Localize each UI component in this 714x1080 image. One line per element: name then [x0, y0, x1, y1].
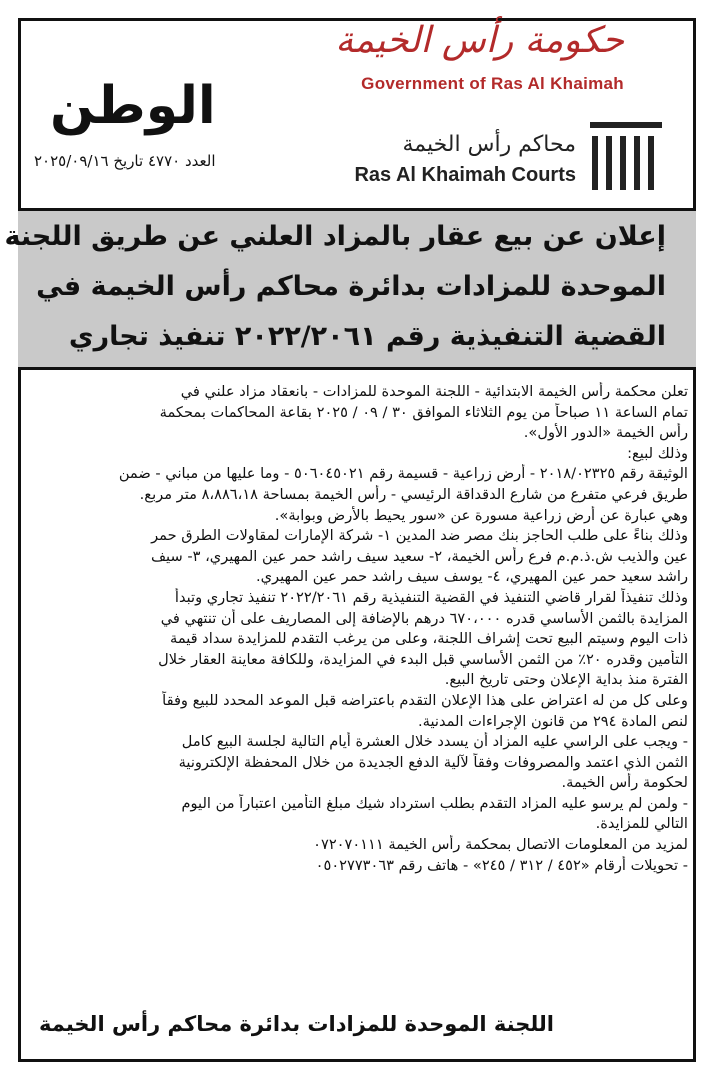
body-line: وذلك بناءً على طلب الحاجز بنك مصر ضد المدين ١- شركة الإمارات لمقاولات الطرق حمر — [151, 527, 688, 545]
notice-body — [24, 382, 688, 876]
newspaper-name: الوطن — [50, 76, 216, 136]
body-line: الثمن الذي اعتمد والمصروفات وفقاً لآلية الدفع الجديدة من خلال المحفظة الإلكترونية — [178, 753, 688, 771]
body-line: ذات اليوم وسيتم البيع تحت إشراف اللجنة، وعلى من يرغب التقدم للمزايدة سداد قيمة — [170, 630, 688, 648]
body-line: تعلن محكمة رأس الخيمة الابتدائية - اللجنة الموحدة للمزادات - بانعقاد مزاد علني في — [180, 383, 688, 400]
body-line: المزايدة بالثمن الأساسي قدره ٦٧٠،٠٠٠ درهم بالإضافة إلى المصاريف على أن تنتهي في — [160, 609, 688, 627]
body-line: لنص المادة ٢٩٤ من قانون الإجراءات المدنية. — [418, 712, 688, 730]
body-line: لحكومة رأس الخيمة. — [561, 774, 688, 792]
body-line: عين والذيب ش.ذ.م.م فرع رأس الخيمة، ٢- سعيد سيف راشد حمر عين المهيري، ٣- سيف — [150, 547, 688, 565]
title-band — [4, 208, 696, 370]
body-line: راشد سعيد حمر عين المهيري، ٤- يوسف سيف راشد حمر عين المهيري. — [255, 568, 688, 586]
courts-name-english: Ras Al Khaimah Courts — [354, 164, 576, 186]
issue-info: العدد ٤٧٧٠ تاريخ ٢٠٢٥/٠٩/١٦ — [34, 152, 216, 170]
title-line-1: إعلان عن بيع عقار بالمزاد العلني عن طريق اللجنة — [4, 221, 666, 252]
body-line: وهي عبارة عن أرض زراعية مسورة عن «سور يحيط بالأرض وبوابة». — [274, 506, 688, 524]
body-line: وذلك لبيع: — [627, 444, 688, 462]
body-line: - تحويلات أرقام «٤٥٢ / ٣١٢ / ٢٤٥» - هاتف رقم ٠٥٠٢٧٧٣٠٦٣ — [315, 856, 688, 874]
government-logo-arabic: حكومة رأس الخيمة — [335, 20, 624, 61]
body-line: وذلك تنفيذاً لقرار قاضي التنفيذ في القضية التنفيذية رقم ٢٠٢٢/٢٠٦١ تنفيذ تجاري وتبدأ — [174, 588, 688, 606]
body-line: - ولمن لم يرسو عليه المزاد التقدم بطلب استرداد شيك مبلغ التأمين اعتباراً من اليوم — [181, 794, 688, 812]
courts-pillars-icon — [590, 122, 662, 190]
body-line: تمام الساعة ١١ صباحاً من يوم الثلاثاء الموافق ٣٠ / ٠٩ / ٢٠٢٥ بقاعة المحاكمات بمحكمة — [159, 403, 688, 421]
title-line-3: القضية التنفيذية رقم ٢٠٢٢/٢٠٦١ تنفيذ تجاري — [68, 321, 666, 352]
body-line: وعلى كل من له اعتراض على هذا الإعلان التقدم باعتراضه قبل الموعد المحدد للبيع وفقاً — [162, 691, 688, 709]
body-line: التأمين وقدره ٢٠٪ من الثمن الأساسي قبل البدء في المزايدة، وللكافة معاينة العقار خلال — [158, 650, 688, 668]
body-line: طريق فرعي متفرع من شارع الدقداقة الرئيسي - رأس الخيمة بمساحة ٨،٨٨٦،١٨ متر مربع. — [139, 485, 688, 503]
body-line: - ويجب على الراسي عليه المزاد أن يسدد خلال العشرة أيام التالية لجلسة البيع كامل — [181, 733, 688, 751]
body-line: رأس الخيمة «الدور الأول». — [523, 424, 688, 442]
footer-signature: اللجنة الموحدة للمزادات بدائرة محاكم رأس الخيمة — [39, 1012, 554, 1036]
government-logo-english: Government of Ras Al Khaimah — [361, 74, 624, 93]
body-line: الفترة منذ بداية الإعلان وحتى تاريخ البيع. — [444, 671, 688, 689]
body-line: التالي للمزايدة. — [595, 815, 688, 833]
title-line-2: الموحدة للمزادات بدائرة محاكم رأس الخيمة في — [36, 271, 666, 302]
body-line: لمزيد من المعلومات الاتصال بمحكمة رأس الخيمة ٠٧٢٠٧٠١١١ — [313, 836, 688, 854]
body-line: الوثيقة رقم ٢٠١٨/٠٢٣٢٥ - أرض زراعية - قسيمة رقم ٥٠٦٠٤٥٠٢١ - وما عليها من مباني - ضمن — [118, 465, 688, 483]
courts-name-arabic: محاكم رأس الخيمة — [402, 132, 576, 157]
